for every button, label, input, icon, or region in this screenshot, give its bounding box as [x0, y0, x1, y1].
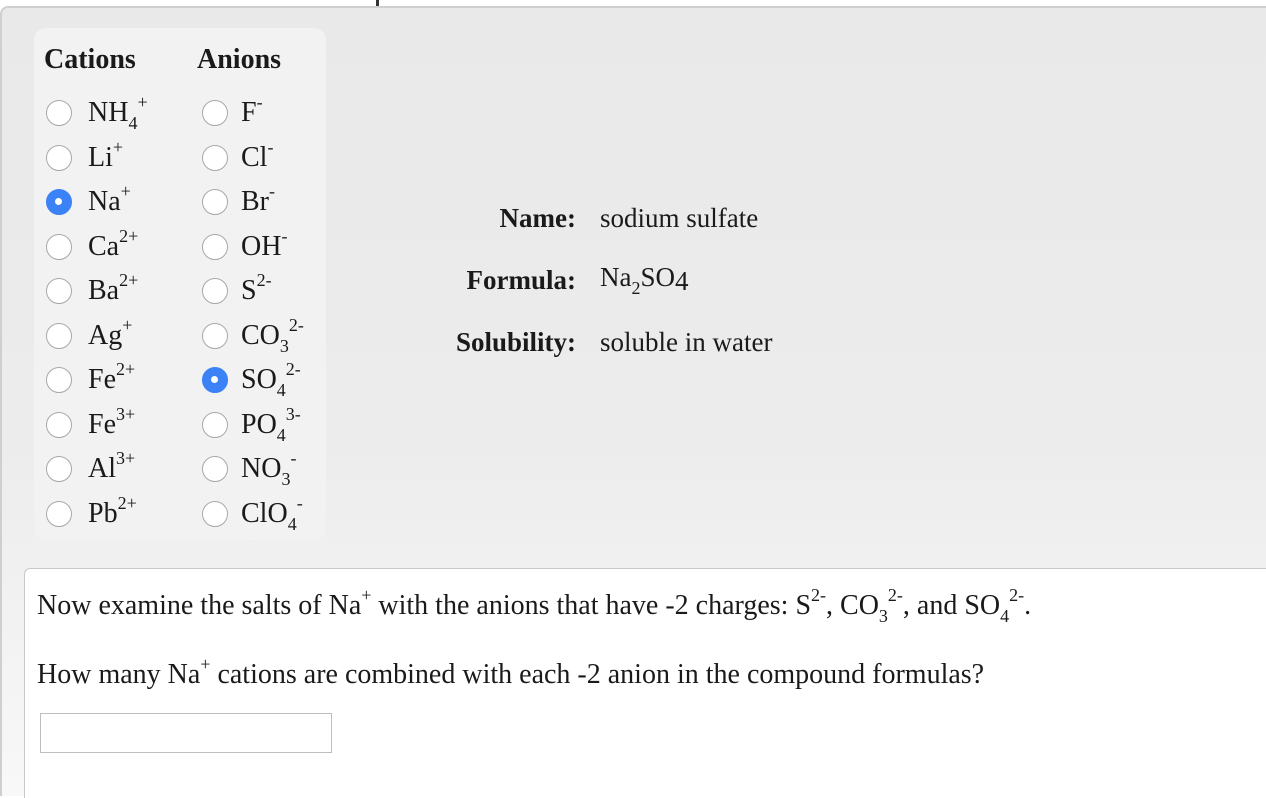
- cation-label: $Ba^{2+}$: [88, 270, 139, 306]
- q2-text-b: cations are combined with each -2 anion in the compound formulas?: [210, 659, 985, 690]
- cation-radio[interactable]: [46, 501, 72, 527]
- anion-radio[interactable]: [202, 189, 228, 215]
- anion-label: OH-: [241, 225, 288, 262]
- anion-radio[interactable]: [202, 100, 228, 126]
- anion-option[interactable]: [202, 181, 275, 220]
- anion-radio[interactable]: [202, 367, 228, 393]
- name-label: Name:: [499, 203, 576, 233]
- q1-sub-so: 4: [1000, 606, 1010, 626]
- cation-radio[interactable]: [46, 367, 72, 393]
- q1-text-d: , and SO: [902, 590, 1001, 621]
- cation-option[interactable]: [46, 448, 136, 487]
- cation-option[interactable]: [46, 403, 136, 443]
- anion-label: $PO_4^{3-}$: [241, 403, 301, 445]
- q2-sup-na: +: [200, 654, 211, 674]
- anion-option[interactable]: [202, 359, 301, 400]
- q1-sup-co: 2-: [887, 585, 903, 605]
- solubility-value: soluble in water: [600, 327, 773, 357]
- cation-label: $Al^{3+}$: [88, 448, 136, 484]
- anion-label: ClO$_4$-: [241, 492, 303, 534]
- anion-radio[interactable]: [202, 278, 228, 304]
- q1-text-c: , CO: [826, 590, 879, 621]
- anion-option[interactable]: [202, 314, 304, 356]
- formula-na: Na: [600, 262, 632, 292]
- cation-label: $Fe^{3+}$: [88, 403, 136, 440]
- formula-na-subscript: 2: [631, 278, 641, 298]
- question-line-2: [37, 654, 985, 691]
- cation-radio[interactable]: [46, 278, 72, 304]
- cation-label: $Fe^{2+}$: [88, 359, 136, 395]
- formula-label: Formula:: [466, 265, 576, 295]
- anion-option[interactable]: [202, 92, 263, 131]
- anions-header: Anions: [197, 44, 282, 75]
- cation-option[interactable]: [46, 136, 124, 176]
- anion-radio[interactable]: [202, 456, 228, 482]
- cation-radio[interactable]: [46, 323, 72, 349]
- anion-option[interactable]: [202, 270, 272, 309]
- cation-option[interactable]: [46, 270, 139, 309]
- anion-option[interactable]: [202, 136, 274, 176]
- anion-option[interactable]: [202, 403, 301, 445]
- anion-radio[interactable]: [202, 234, 228, 260]
- cation-label: Na+: [88, 181, 131, 217]
- cation-label: $Ca^{2+}$: [88, 225, 139, 262]
- cation-radio[interactable]: [46, 189, 72, 215]
- solubility-label: Solubility:: [455, 327, 576, 357]
- anion-label: Cl-: [241, 136, 274, 173]
- name-value: sodium sulfate: [600, 203, 759, 233]
- anion-radio[interactable]: [202, 412, 228, 438]
- cation-label: $Pb^{2+}$: [88, 492, 137, 529]
- q1-text-e: .: [1024, 590, 1032, 621]
- cation-option[interactable]: [46, 492, 137, 532]
- anion-label: $S^{2-}$: [241, 270, 272, 306]
- anion-radio[interactable]: [202, 323, 228, 349]
- anion-option[interactable]: [202, 448, 297, 489]
- cation-option[interactable]: [46, 225, 139, 265]
- cation-radio[interactable]: [46, 412, 72, 438]
- formula-so: SO: [640, 262, 675, 292]
- cation-option[interactable]: [46, 314, 133, 354]
- formula-so-subscript: 4: [675, 266, 689, 296]
- cation-option[interactable]: [46, 181, 131, 220]
- anion-label: Br-: [241, 181, 275, 217]
- cation-radio[interactable]: [46, 100, 72, 126]
- cation-option[interactable]: [46, 359, 136, 398]
- anion-radio[interactable]: [202, 501, 228, 527]
- cation-radio[interactable]: [46, 145, 72, 171]
- cation-radio[interactable]: [46, 234, 72, 260]
- cation-radio[interactable]: [46, 456, 72, 482]
- q1-sub-co: 3: [878, 606, 888, 626]
- q1-text-a: Now examine the salts of Na: [37, 590, 362, 621]
- question-line-1: [37, 585, 1032, 626]
- q1-sup-na: +: [361, 585, 372, 605]
- anion-option[interactable]: [202, 225, 288, 265]
- cation-label: $NH_4^+$: [88, 92, 148, 133]
- formula-value: [600, 262, 689, 298]
- anion-label: $SO_4^{2-}$: [241, 359, 301, 400]
- anion-radio[interactable]: [202, 145, 228, 171]
- q1-text-b: with the anions that have -2 charges: S: [371, 590, 812, 621]
- anion-label: $NO_3^-$: [241, 448, 297, 489]
- q1-sup-so: 2-: [1009, 585, 1025, 605]
- cations-header: Cations: [44, 44, 136, 75]
- anion-label: $CO_3^{2-}$: [241, 314, 304, 356]
- cation-label: Li+: [88, 136, 124, 173]
- anion-label: F-: [241, 92, 263, 128]
- cation-label: Ag+: [88, 314, 133, 351]
- answer-input[interactable]: [40, 713, 332, 753]
- anion-option[interactable]: [202, 492, 303, 534]
- q1-sup-s: 2-: [811, 585, 827, 605]
- q2-text-a: How many Na: [37, 659, 201, 690]
- cation-option[interactable]: [46, 92, 148, 133]
